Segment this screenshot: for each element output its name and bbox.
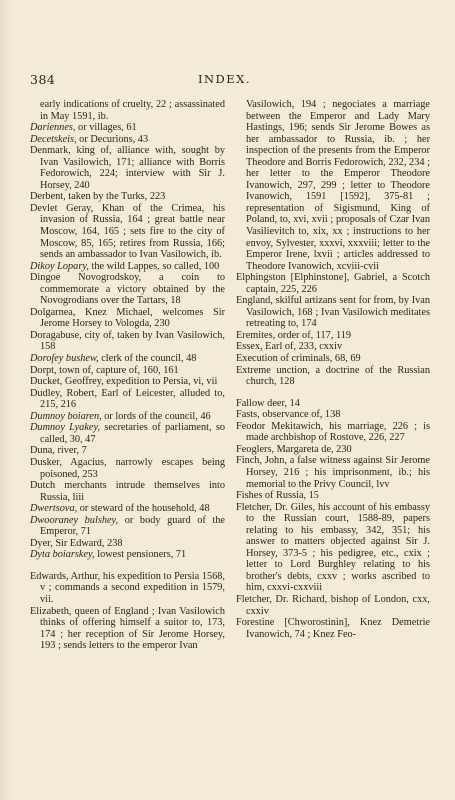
index-entry [30, 549, 225, 561]
index-entry [30, 191, 225, 203]
index-entry [30, 457, 225, 480]
index-entry [30, 261, 225, 273]
index-entry [30, 122, 225, 134]
entry-text: Fletcher, Dr. Richard, bishop of London, cxx, cxxiv [236, 593, 430, 617]
letter-gap [236, 388, 430, 398]
entry-text: Forestine [Chworostinin], Knez Demetrie Ivanowich, 74 ; Knez Feo- [236, 617, 430, 640]
index-column-left [30, 99, 225, 652]
index-entry [236, 398, 430, 410]
index-entry [30, 571, 225, 606]
entry-text: Dingoe Novogrodskoy, a coin to commemorate a victory obtained by the Novogrodians over the Tartars, 18 [30, 272, 225, 307]
index-entry [30, 411, 225, 423]
index-entry [236, 490, 430, 502]
index-entry [30, 145, 225, 191]
index-entry [236, 617, 430, 640]
entry-text: Fasts, observance of, 138 [236, 409, 341, 421]
index-entry [30, 307, 225, 330]
entry-text: Dudley, Robert, Earl of Leicester, alluded to, 215, 216 [30, 387, 225, 411]
index-entry [30, 203, 225, 261]
entry-text: or Decurions, 43 [76, 133, 149, 145]
entry-text: Fletcher, Dr. Giles, his account of his embassy to the Russian court, 1588-89, papers relating to his embassy, 342, 351; his answer to matters objected against Sir J. Horsey, 373-5 ; his pedigree, etc., cxix ; letter to Lord Burghley relating to his brother's debts, cxxv ; works ascribed to him, cxxvi-cxxviii [236, 501, 430, 594]
entry-headword: Dyta boiarskey, [30, 549, 95, 561]
index-entry-continued [236, 99, 430, 272]
index-entry [30, 606, 225, 652]
index-entry [30, 422, 225, 445]
entry-text: clerk of the council, 48 [98, 353, 197, 365]
entry-text: Devlet Geray, Khan of the Crimea, his invasion of Russia, 164 ; great battle near Moscow, 164, 165 ; sets fire to the city of Moscow, 85, 165; retires from Russia, 166; sends an ambassador to Ivan Vasilowich, ib. [30, 202, 225, 261]
entry-text: Extreme unction, a doctrine of the Russian church, 128 [236, 364, 430, 388]
entry-text: Dyer, Sir Edward, 238 [30, 537, 123, 549]
entry-text: Dusker, Agacius, narrowly escapes being poisoned, 253 [30, 456, 225, 480]
index-entry [236, 272, 430, 295]
index-entry [30, 353, 225, 365]
entry-text: Derbent, taken by the Turks, 223 [30, 191, 166, 203]
entry-text: secretaries of parliament, so called, 30, 47 [40, 422, 225, 445]
index-entry [236, 295, 430, 330]
index-entry [30, 538, 225, 550]
index-entry [30, 445, 225, 457]
running-head: INDEX. [197, 72, 252, 86]
index-entry [30, 376, 225, 388]
entry-text: Duna, river, 7 [30, 445, 87, 457]
entry-text: Finch, John, a false witness against Sir Jerome Horsey, 216 ; his imprisonment, ib.; his memorial to the Privy Council, lvv [236, 455, 430, 490]
entry-text: Execution of criminals, 68, 69 [236, 353, 361, 365]
entry-headword: Decetskeis, [30, 133, 77, 145]
entry-text: Eremites, order of, 117, 119 [236, 329, 352, 341]
entry-text: Fallow deer, 14 [236, 397, 300, 409]
entry-text: or villages, 61 [75, 122, 137, 134]
index-entry [236, 341, 430, 353]
entry-text: lowest pensioners, 71 [94, 549, 187, 561]
index-entry [236, 455, 430, 490]
entry-text: Feodor Mekitawich, his marriage, 226 ; is made archbishop of Rostove, 226, 227 [236, 420, 430, 444]
entry-text: Denmark, king of, alliance with, sought by Ivan Vasilowich, 171; alliance with Borris Fedorowich, 224; interview with Sir J. Horsey, 240 [30, 145, 225, 191]
entry-text: Edwards, Arthur, his expedition to Persia 1568, v ; commands a second expedition in 1579, vii. [30, 570, 225, 605]
entry-text: or body guard of the Emperor, 71 [40, 514, 225, 538]
entry-headword: Dariennes, [30, 122, 76, 134]
entry-text: Elphingston [Elphinstone], Gabriel, a Scotch captain, 225, 226 [236, 272, 430, 295]
entry-text: Vasilowich, 194 ; negociates a marriage between the Emperor and Lady Mary Hastings, 196; sends Sir Jerome Bowes as her ambassador to Russia, ib. ; her inspection of the presents from the Emperor Theodore and Borris Fedorowich, 232, 234 ; her letter to the Emperor Theodore Ivanowich, 297, 299 ; letter to Theodore Ivanowich, 1591 [1592], 375-81 ; representation of Sigismund, King of Poland, to, xvi, xvii ; proposals of Czar Ivan Vasilievitch to, xix, xx ; instructions to her envoy, Sylvester, xxxvi, xxxviii; letter to the Emperor Irene, lxvii ; articles addressed to Theodore Ivanowich, xcviii-cvii [246, 99, 430, 272]
index-entry [236, 330, 430, 342]
index-entry [30, 388, 225, 411]
entry-text: Fishes of Russia, 15 [236, 490, 319, 502]
entry-text: Essex, Earl of, 233, cxxiv [236, 341, 343, 353]
entry-text: England, skilful artizans sent for from, by Ivan Vasilowich, 168 ; Ivan Vasilowich meditates retreating to, 174 [236, 295, 430, 330]
index-entry [236, 353, 430, 365]
index-entry [30, 515, 225, 538]
index-entry [30, 330, 225, 353]
index-entry [236, 421, 430, 444]
entry-text: Feoglers, Margareta de, 230 [236, 443, 352, 455]
page-header [30, 72, 419, 88]
entry-text: or steward of the household, 48 [77, 503, 210, 515]
entry-text: Ducket, Geoffrey, expedition to Persia, vi, vii [30, 376, 218, 388]
index-entry [236, 365, 430, 388]
entry-headword: Dwertsova, [30, 503, 78, 515]
entry-headword: Dumnoy Lyakey, [30, 422, 101, 434]
entry-text: Dorpt, town of, capture of, 160, 161 [30, 364, 179, 376]
entry-text: Dutch merchants intrude themselves into Russia, liii [30, 480, 225, 503]
page-number: 384 [30, 72, 56, 87]
entry-headword: Dorofey bushew, [30, 353, 99, 365]
index-entry [30, 134, 225, 146]
index-entry [30, 365, 225, 377]
index-entry [30, 503, 225, 515]
index-entry [30, 480, 225, 503]
index-entry [236, 444, 430, 456]
entry-text: early indications of cruelty, 22 ; assassinated in May 1591, ib. [40, 99, 225, 122]
entry-text: Doragabuse, city of, taken by Ivan Vasilowich, 158 [30, 329, 225, 353]
index-entry [30, 272, 225, 307]
entry-text: Dolgarnea, Knez Michael, welcomes Sir Jerome Horsey to Vologda, 230 [30, 306, 225, 330]
entry-headword: Dikoy Lopary, [30, 260, 89, 272]
index-column-right [236, 99, 430, 640]
entry-headword: Dumnoy boiaren, [30, 410, 102, 422]
entry-text: or lords of the council, 46 [101, 410, 211, 422]
letter-gap [30, 561, 225, 571]
index-entry [236, 502, 430, 594]
index-entry-continued [30, 99, 225, 122]
index-entry [236, 594, 430, 617]
entry-headword: Dwooraney bulshey, [30, 514, 119, 526]
index-entry [236, 409, 430, 421]
entry-text: the wild Lappes, so called, 100 [88, 260, 220, 272]
entry-text: Elizabeth, queen of England ; Ivan Vasilowich thinks of offering himself a suitor to, 173, 174 ; her reception of Sir Jerome Horsey, 193 ; sends letters to the emperor Ivan [30, 605, 225, 652]
